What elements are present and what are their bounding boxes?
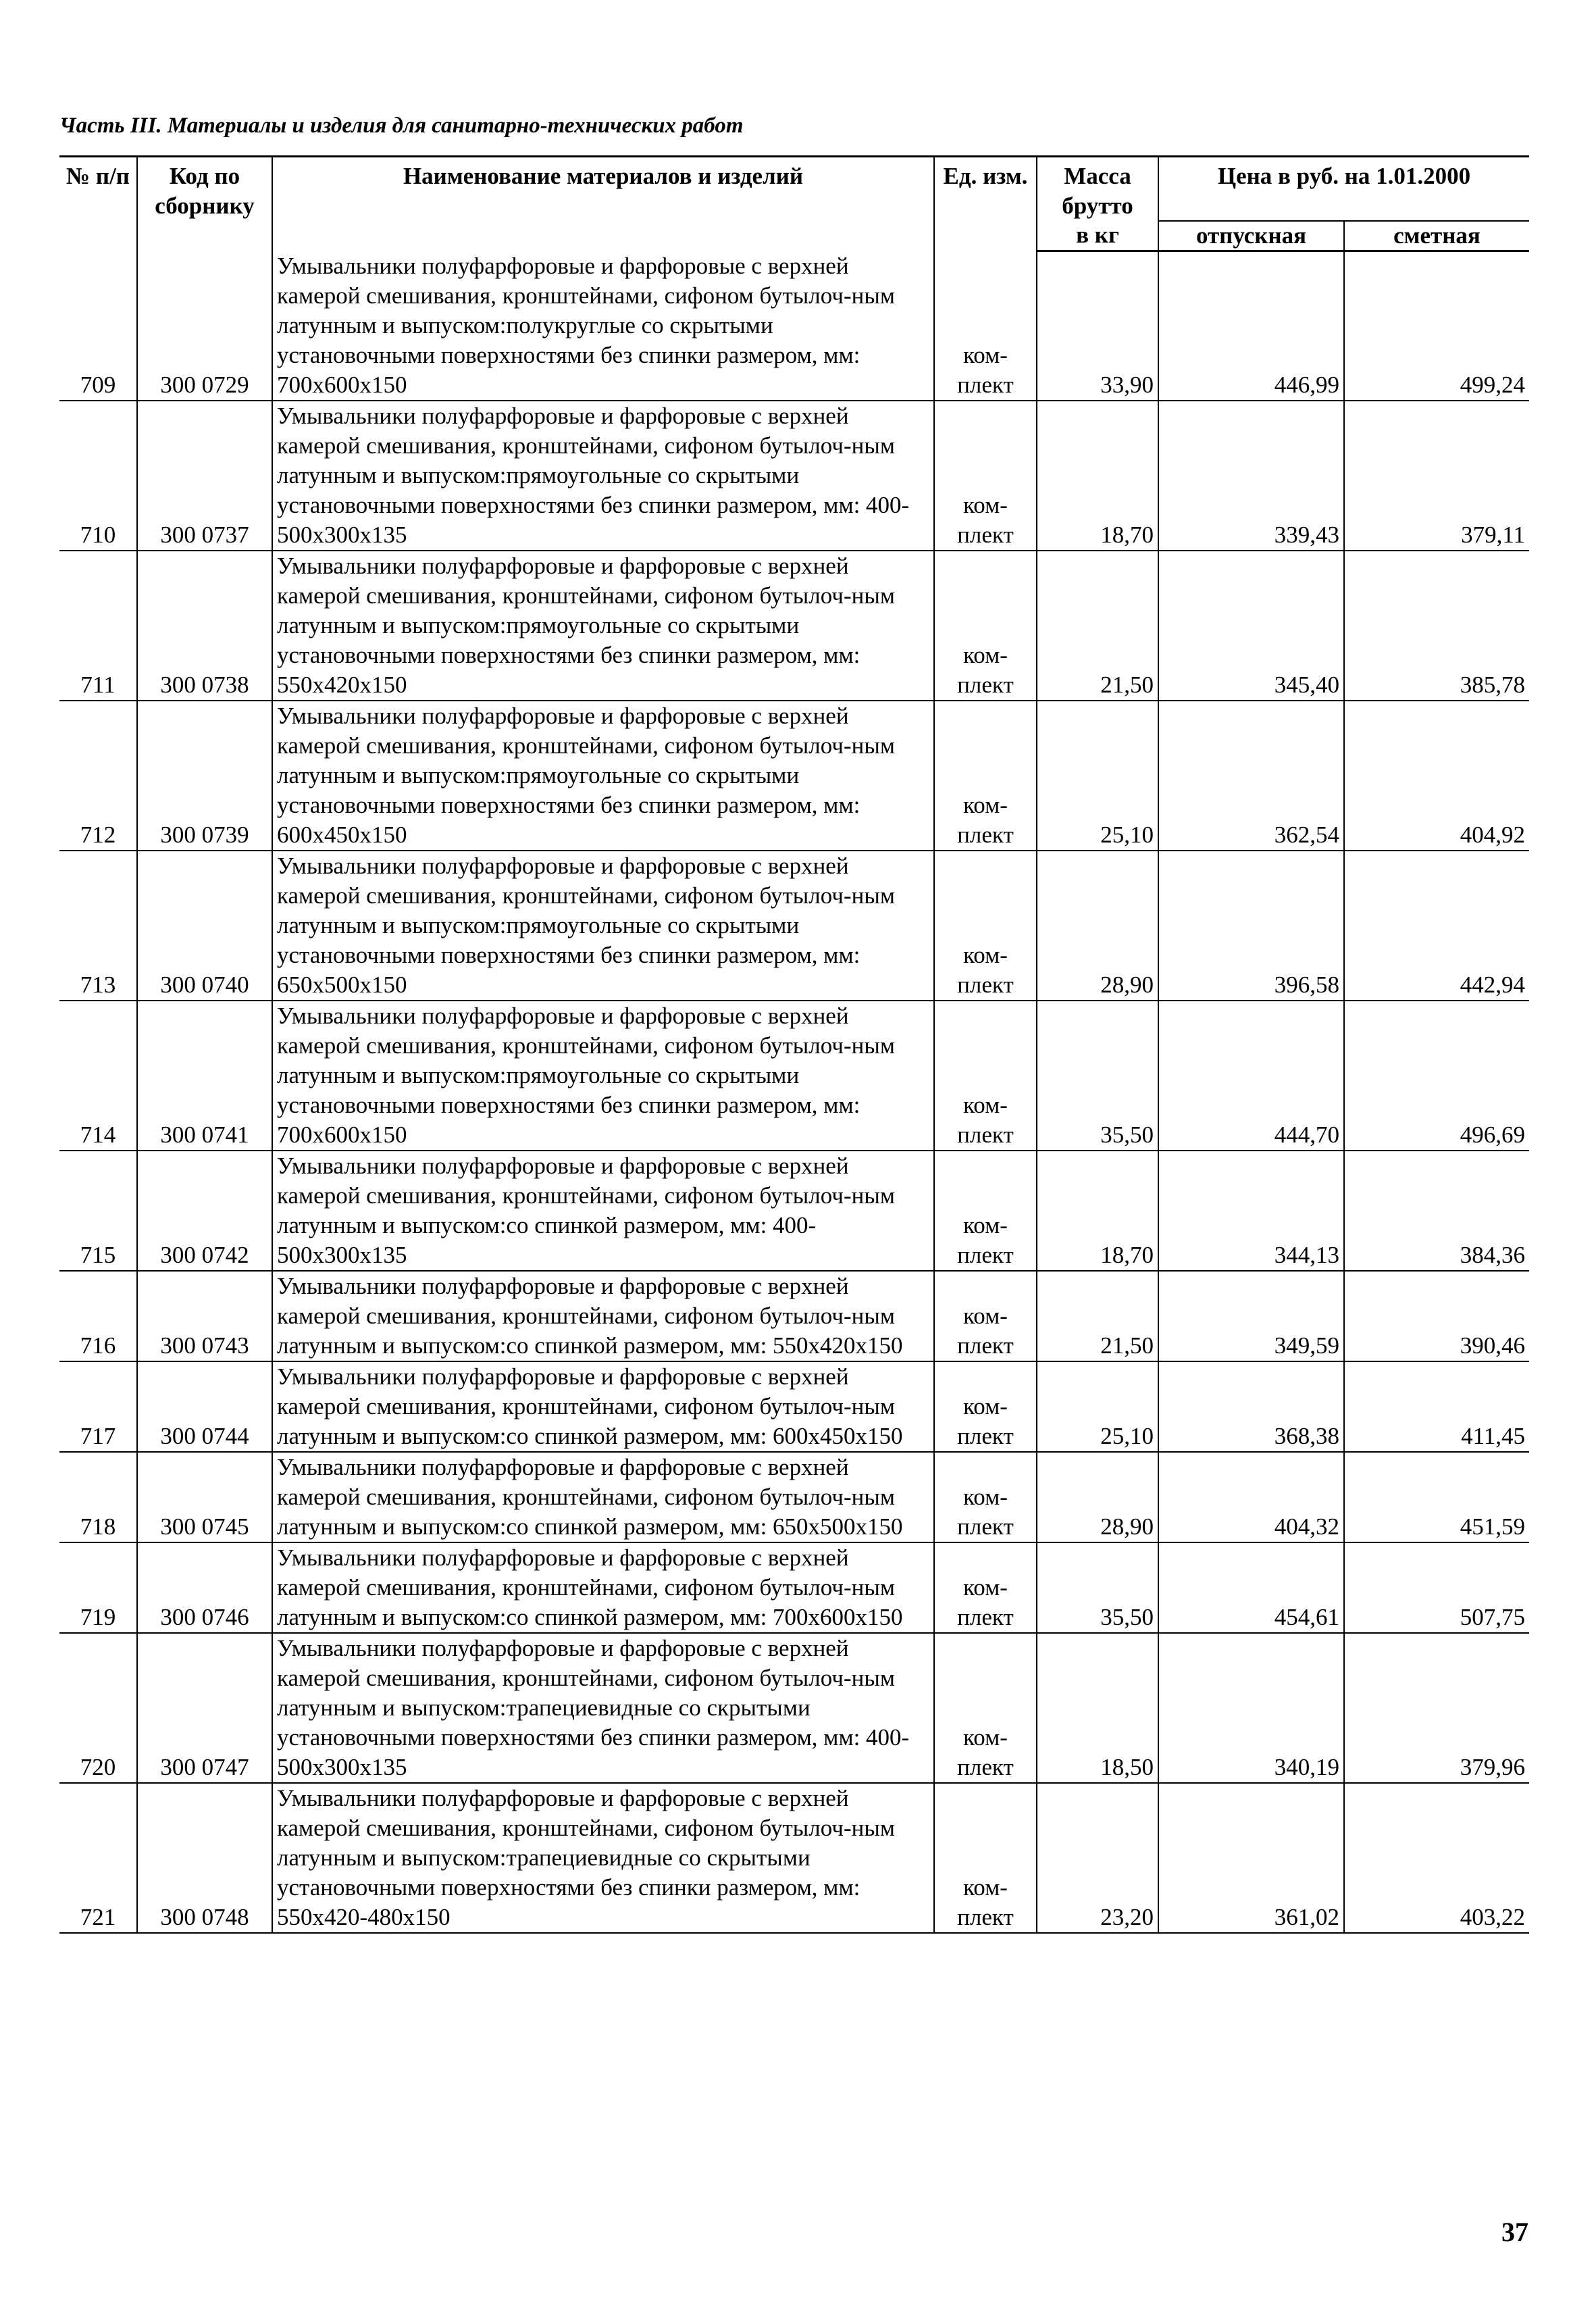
price-estimate: 379,11 bbox=[1344, 401, 1529, 551]
row-number: 709 bbox=[59, 251, 137, 401]
unit-of-measure: ком-плект bbox=[934, 401, 1037, 551]
table-row bbox=[59, 701, 1529, 851]
price-release: 446,99 bbox=[1158, 251, 1344, 401]
table-row bbox=[59, 1452, 1529, 1542]
gross-mass: 21,50 bbox=[1037, 1271, 1158, 1361]
collection-code: 300 0745 bbox=[137, 1452, 272, 1542]
item-name: Умывальники полуфарфоровые и фарфоровые с верхней камерой смешивания, кронштейнами, сифоном бутылоч-ным латунным и выпуском:трапециевидные со скрытыми установочными поверхностями без спинки размером, мм: 400-500x300x135 bbox=[272, 1633, 934, 1783]
unit-of-measure: ком-плект bbox=[934, 1271, 1037, 1361]
price-release: 361,02 bbox=[1158, 1783, 1344, 1933]
price-release: 349,59 bbox=[1158, 1271, 1344, 1361]
price-estimate: 379,96 bbox=[1344, 1633, 1529, 1783]
header-name: Наименование материалов и изделий bbox=[272, 157, 934, 251]
table-row bbox=[59, 1783, 1529, 1933]
header-unit: Ед. изм. bbox=[934, 157, 1037, 251]
gross-mass: 23,20 bbox=[1037, 1783, 1158, 1933]
header-price: Цена в руб. на 1.01.2000 bbox=[1158, 157, 1529, 222]
price-estimate: 403,22 bbox=[1344, 1783, 1529, 1933]
item-name: Умывальники полуфарфоровые и фарфоровые с верхней камерой смешивания, кронштейнами, сифоном бутылоч-ным латунным и выпуском:прямоугольные со скрытыми установочными поверхностями без спинки размером, мм: 700x600x150 bbox=[272, 1001, 934, 1151]
collection-code: 300 0746 bbox=[137, 1542, 272, 1633]
price-estimate: 496,69 bbox=[1344, 1001, 1529, 1151]
price-release: 339,43 bbox=[1158, 401, 1344, 551]
price-release: 396,58 bbox=[1158, 851, 1344, 1001]
price-release: 368,38 bbox=[1158, 1361, 1344, 1452]
unit-of-measure: ком-плект bbox=[934, 1783, 1037, 1933]
header-mass: Масса брутто bbox=[1037, 157, 1158, 222]
price-estimate: 385,78 bbox=[1344, 551, 1529, 701]
gross-mass: 18,70 bbox=[1037, 401, 1158, 551]
unit-of-measure: ком-плект bbox=[934, 1151, 1037, 1271]
price-estimate: 411,45 bbox=[1344, 1361, 1529, 1452]
row-number: 716 bbox=[59, 1271, 137, 1361]
price-estimate: 507,75 bbox=[1344, 1542, 1529, 1633]
gross-mass: 18,50 bbox=[1037, 1633, 1158, 1783]
collection-code: 300 0738 bbox=[137, 551, 272, 701]
price-estimate: 404,92 bbox=[1344, 701, 1529, 851]
collection-code: 300 0729 bbox=[137, 251, 272, 401]
table-row bbox=[59, 401, 1529, 551]
item-name: Умывальники полуфарфоровые и фарфоровые с верхней камерой смешивания, кронштейнами, сифоном бутылоч-ным латунным и выпуском:прямоугольные со скрытыми установочными поверхностями без спинки размером, мм: 600x450x150 bbox=[272, 701, 934, 851]
table-row bbox=[59, 251, 1529, 401]
gross-mass: 28,90 bbox=[1037, 851, 1158, 1001]
row-number: 717 bbox=[59, 1361, 137, 1452]
unit-of-measure: ком-плект bbox=[934, 1633, 1037, 1783]
row-number: 713 bbox=[59, 851, 137, 1001]
header-price-estimate: сметная bbox=[1344, 221, 1529, 251]
table-row bbox=[59, 851, 1529, 1001]
table-row bbox=[59, 1151, 1529, 1271]
collection-code: 300 0743 bbox=[137, 1271, 272, 1361]
price-release: 340,19 bbox=[1158, 1633, 1344, 1783]
price-estimate: 451,59 bbox=[1344, 1452, 1529, 1542]
row-number: 721 bbox=[59, 1783, 137, 1933]
header-num: № п/п bbox=[59, 157, 137, 251]
price-release: 404,32 bbox=[1158, 1452, 1344, 1542]
page-number: 37 bbox=[1501, 2217, 1528, 2247]
header-price-release: отпускная bbox=[1158, 221, 1344, 251]
row-number: 710 bbox=[59, 401, 137, 551]
collection-code: 300 0744 bbox=[137, 1361, 272, 1452]
header-code: Код по сборнику bbox=[137, 157, 272, 251]
gross-mass: 28,90 bbox=[1037, 1452, 1158, 1542]
item-name: Умывальники полуфарфоровые и фарфоровые с верхней камерой смешивания, кронштейнами, сифоном бутылоч-ным латунным и выпуском:прямоугольные со скрытыми установочными поверхностями без спинки размером, мм: 400-500x300x135 bbox=[272, 401, 934, 551]
collection-code: 300 0741 bbox=[137, 1001, 272, 1151]
item-name: Умывальники полуфарфоровые и фарфоровые с верхней камерой смешивания, кронштейнами, сифоном бутылоч-ным латунным и выпуском:со спинкой размером, мм: 700x600x150 bbox=[272, 1542, 934, 1633]
item-name: Умывальники полуфарфоровые и фарфоровые с верхней камерой смешивания, кронштейнами, сифоном бутылоч-ным латунным и выпуском:со спинкой размером, мм: 400-500x300x135 bbox=[272, 1151, 934, 1271]
unit-of-measure: ком-плект bbox=[934, 551, 1037, 701]
table-row bbox=[59, 551, 1529, 701]
gross-mass: 25,10 bbox=[1037, 1361, 1158, 1452]
price-estimate: 499,24 bbox=[1344, 251, 1529, 401]
row-number: 714 bbox=[59, 1001, 137, 1151]
price-release: 345,40 bbox=[1158, 551, 1344, 701]
unit-of-measure: ком-плект bbox=[934, 1001, 1037, 1151]
gross-mass: 33,90 bbox=[1037, 251, 1158, 401]
collection-code: 300 0748 bbox=[137, 1783, 272, 1933]
unit-of-measure: ком-плект bbox=[934, 1361, 1037, 1452]
price-release: 344,13 bbox=[1158, 1151, 1344, 1271]
unit-of-measure: ком-плект bbox=[934, 251, 1037, 401]
item-name: Умывальники полуфарфоровые и фарфоровые с верхней камерой смешивания, кронштейнами, сифоном бутылоч-ным латунным и выпуском:прямоугольные со скрытыми установочными поверхностями без спинки размером, мм: 650x500x150 bbox=[272, 851, 934, 1001]
collection-code: 300 0737 bbox=[137, 401, 272, 551]
price-release: 444,70 bbox=[1158, 1001, 1344, 1151]
item-name: Умывальники полуфарфоровые и фарфоровые с верхней камерой смешивания, кронштейнами, сифоном бутылоч-ным латунным и выпуском:со спинкой размером, мм: 550x420x150 bbox=[272, 1271, 934, 1361]
collection-code: 300 0739 bbox=[137, 701, 272, 851]
item-name: Умывальники полуфарфоровые и фарфоровые с верхней камерой смешивания, кронштейнами, сифоном бутылоч-ным латунным и выпуском:полукруглые со скрытыми установочными поверхностями без спинки размером, мм: 700x600x150 bbox=[272, 251, 934, 401]
table-header-row bbox=[59, 157, 1529, 222]
table-body bbox=[59, 251, 1529, 1933]
row-number: 719 bbox=[59, 1542, 137, 1633]
collection-code: 300 0742 bbox=[137, 1151, 272, 1271]
table-row bbox=[59, 1001, 1529, 1151]
row-number: 720 bbox=[59, 1633, 137, 1783]
item-name: Умывальники полуфарфоровые и фарфоровые с верхней камерой смешивания, кронштейнами, сифоном бутылоч-ным латунным и выпуском:со спинкой размером, мм: 600x450x150 bbox=[272, 1361, 934, 1452]
unit-of-measure: ком-плект bbox=[934, 1452, 1037, 1542]
table-row bbox=[59, 1361, 1529, 1452]
materials-price-table bbox=[59, 155, 1529, 1934]
row-number: 712 bbox=[59, 701, 137, 851]
item-name: Умывальники полуфарфоровые и фарфоровые с верхней камерой смешивания, кронштейнами, сифоном бутылоч-ным латунным и выпуском:трапециевидные со скрытыми установочными поверхностями без спинки размером, мм: 550x420-480x150 bbox=[272, 1783, 934, 1933]
header-mass-unit: в кг bbox=[1037, 221, 1158, 251]
price-estimate: 390,46 bbox=[1344, 1271, 1529, 1361]
price-estimate: 442,94 bbox=[1344, 851, 1529, 1001]
gross-mass: 21,50 bbox=[1037, 551, 1158, 701]
row-number: 715 bbox=[59, 1151, 137, 1271]
collection-code: 300 0747 bbox=[137, 1633, 272, 1783]
item-name: Умывальники полуфарфоровые и фарфоровые с верхней камерой смешивания, кронштейнами, сифоном бутылоч-ным латунным и выпуском:со спинкой размером, мм: 650x500x150 bbox=[272, 1452, 934, 1542]
row-number: 718 bbox=[59, 1452, 137, 1542]
table-row bbox=[59, 1271, 1529, 1361]
table-row bbox=[59, 1542, 1529, 1633]
gross-mass: 18,70 bbox=[1037, 1151, 1158, 1271]
page-header-title: Часть III. Материалы и изделия для санитарно-технических работ bbox=[59, 114, 744, 138]
gross-mass: 35,50 bbox=[1037, 1542, 1158, 1633]
unit-of-measure: ком-плект bbox=[934, 1542, 1037, 1633]
unit-of-measure: ком-плект bbox=[934, 851, 1037, 1001]
table-row bbox=[59, 1633, 1529, 1783]
price-release: 454,61 bbox=[1158, 1542, 1344, 1633]
item-name: Умывальники полуфарфоровые и фарфоровые с верхней камерой смешивания, кронштейнами, сифоном бутылоч-ным латунным и выпуском:прямоугольные со скрытыми установочными поверхностями без спинки размером, мм: 550x420x150 bbox=[272, 551, 934, 701]
collection-code: 300 0740 bbox=[137, 851, 272, 1001]
unit-of-measure: ком-плект bbox=[934, 701, 1037, 851]
gross-mass: 35,50 bbox=[1037, 1001, 1158, 1151]
price-release: 362,54 bbox=[1158, 701, 1344, 851]
gross-mass: 25,10 bbox=[1037, 701, 1158, 851]
row-number: 711 bbox=[59, 551, 137, 701]
price-estimate: 384,36 bbox=[1344, 1151, 1529, 1271]
